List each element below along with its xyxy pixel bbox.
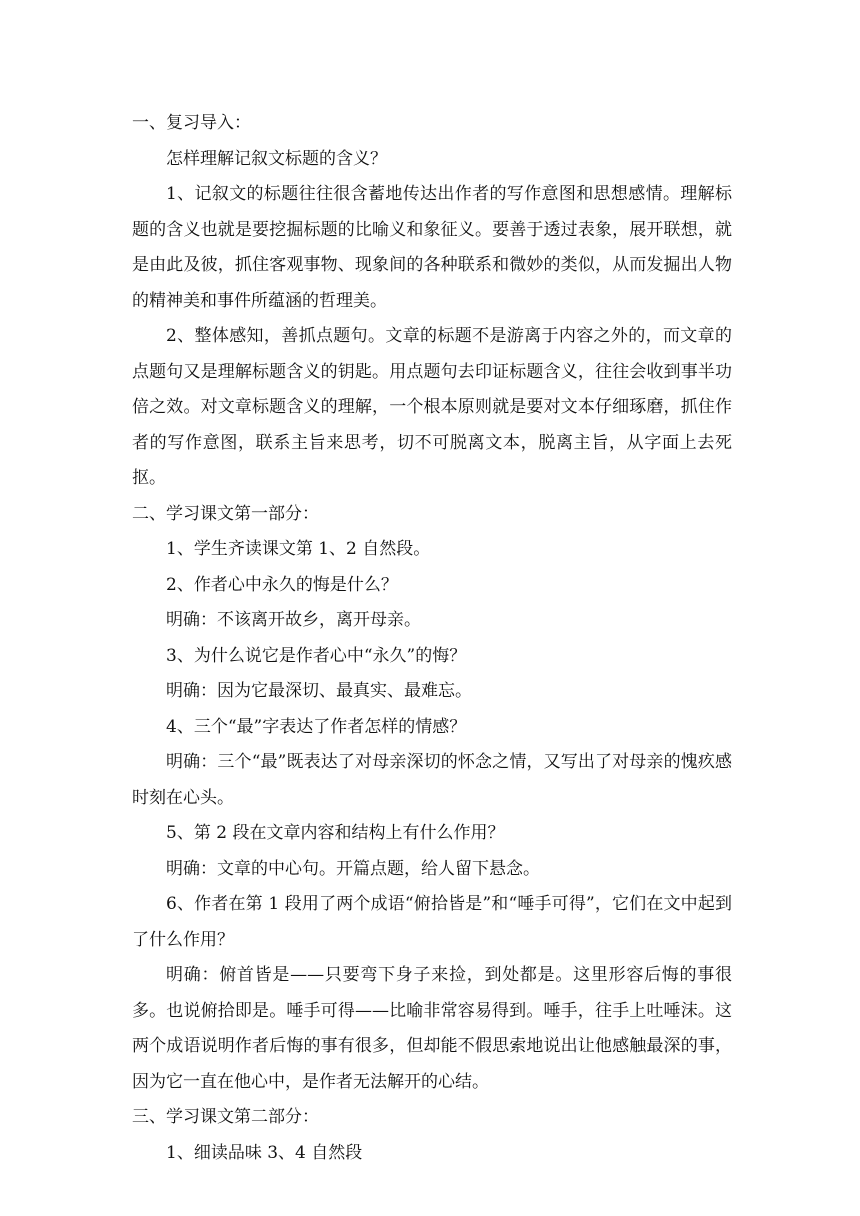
part1-question-2: 2、作者心中永久的悔是什么？ xyxy=(166,574,398,595)
section-heading-part2: 三、学习课文第二部分： xyxy=(132,1107,319,1127)
document-body xyxy=(132,106,732,1171)
part1-question-3: 3、为什么说它是作者心中“永久”的悔？ xyxy=(166,645,467,666)
part1-answer-4: 明确：三个“最”既表达了对母亲深切的怀念之情，又写出了对母亲的愧疚感时刻在心头。 xyxy=(132,752,732,808)
part1-answer-5: 明确：文章的中心句。开篇点题，给人留下悬念。 xyxy=(166,858,540,879)
part1-answer-2: 明确：不该离开故乡，离开母亲。 xyxy=(166,610,421,630)
part1-question-6: 6、作者在第 1 段用了两个成语“俯拾皆是”和“唾手可得”，它们在文中起到了什么作用？ xyxy=(132,894,732,950)
review-point-2: 2、整体感知，善抓点题句。文章的标题不是游离于内容之外的，而文章的点题句又是理解标题含义的钥匙。用点题句去印证标题含义，往往会收到事半功倍之效。对文章标题含义的理解，一个根本原则就是要对文本仔细琢磨，抓住作者的写作意图，联系主旨来思考，切不可脱离文本，脱离主旨，从字面上去死抠。 xyxy=(132,326,732,488)
part1-answer-6: 明确：俯首皆是——只要弯下身子来捡，到处都是。这里形容后悔的事很多。也说俯拾即是。唾手可得——比喻非常容易得到。唾手，往手上吐唾沫。这两个成语说明作者后悔的事有很多，但却能不假思索地说出让他感触最深的事，因为它一直在他心中，是作者无法解开的心结。 xyxy=(132,965,732,1092)
review-question: 怎样理解记叙文标题的含义？ xyxy=(166,148,387,169)
part1-answer-3: 明确：因为它最深切、最真实、最难忘。 xyxy=(166,681,472,701)
part1-question-1: 1、学生齐读课文第 1、2 自然段。 xyxy=(166,539,431,559)
part2-question-1: 1、细读品味 3、4 自然段 xyxy=(166,1142,363,1163)
review-point-1: 1、记叙文的标题往往很含蓄地传达出作者的写作意图和思想感情。理解标题的含义也就是要挖掘标题的比喻义和象征义。要善于透过表象，展开联想，就是由此及彼，抓住客观事物、现象间的各种联系和微妙的类似，从而发掘出人物的精神美和事件所蕴涵的哲理美。 xyxy=(132,184,732,311)
section-heading-review: 一、复习导入： xyxy=(132,113,251,133)
section-heading-part1: 二、学习课文第一部分： xyxy=(132,503,319,524)
part1-question-5: 5、第 2 段在文章内容和结构上有什么作用？ xyxy=(166,823,505,843)
part1-question-4: 4、三个“最”字表达了作者怎样的情感？ xyxy=(166,716,467,737)
